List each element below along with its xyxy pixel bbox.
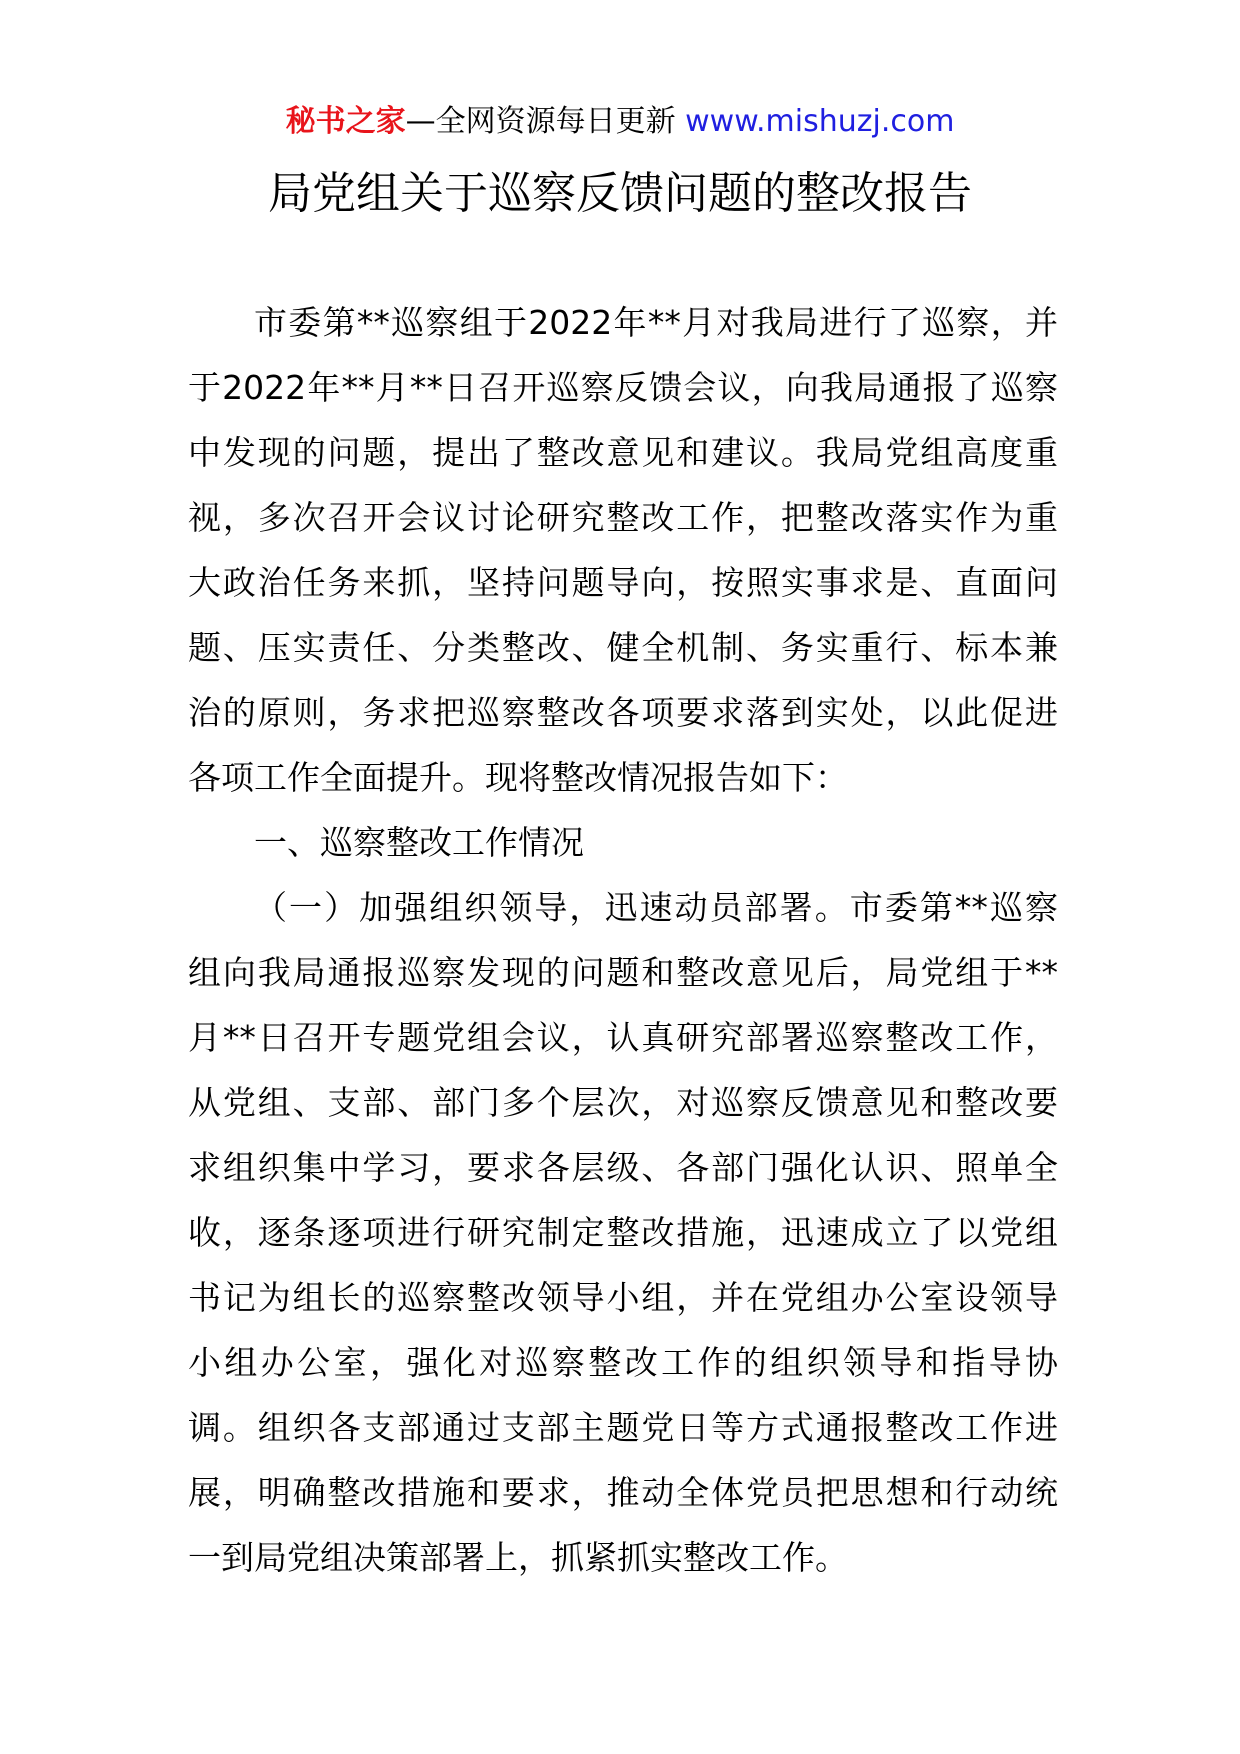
paragraph-line: 大政治任务来抓，坚持问题导向，按照实事求是、直面问 [188,563,1058,602]
paragraph-line: （一）加强组织领导，迅速动员部署。市委第**巡察 [254,888,1058,927]
paragraph-line: 组向我局通报巡察发现的问题和整改意见后，局党组于** [188,953,1058,992]
paragraph-line: 月**日召开专题党组会议，认真研究部署巡察整改工作， [188,1018,1058,1057]
paragraph-line: 收，逐条逐项进行研究制定整改措施，迅速成立了以党组 [188,1213,1058,1252]
paragraph-line: 题、压实责任、分类整改、健全机制、务实重行、标本兼 [188,628,1058,667]
paragraph-line: 书记为组长的巡察整改领导小组，并在党组办公室设领导 [188,1278,1058,1317]
site-url-link[interactable]: www.mishuzj.com [685,104,955,139]
brand-name: 秘书之家 [285,104,406,139]
paragraph-line: 市委第**巡察组于2022年**月对我局进行了巡察，并 [254,303,1058,342]
paragraph-line: 治的原则，务求把巡察整改各项要求落到实处，以此促进 [188,693,1058,732]
paragraph-line: 展，明确整改措施和要求，推动全体党员把思想和行动统 [188,1473,1058,1512]
paragraph-line: 一到局党组决策部署上，抓紧抓实整改工作。 [188,1538,848,1577]
site-banner [0,100,1240,144]
paragraph-line: 求组织集中学习，要求各层级、各部门强化认识、照单全 [188,1148,1058,1187]
document-title: 局党组关于巡察反馈问题的整改报告 [268,168,972,219]
section-heading: 一、巡察整改工作情况 [254,823,584,862]
paragraph-line: 各项工作全面提升。现将整改情况报告如下： [188,758,848,797]
paragraph-line: 小组办公室，强化对巡察整改工作的组织领导和指导协 [188,1343,1058,1382]
paragraph-line: 于2022年**月**日召开巡察反馈会议，向我局通报了巡察 [188,368,1058,407]
paragraph-line: 视，多次召开会议讨论研究整改工作，把整改落实作为重 [188,498,1058,537]
banner-tagline: —全网资源每日更新 [405,104,686,139]
paragraph-line: 从党组、支部、部门多个层次，对巡察反馈意见和整改要 [188,1083,1058,1122]
document-body [188,290,1058,1590]
paragraph-line: 调。组织各支部通过支部主题党日等方式通报整改工作进 [188,1408,1058,1447]
paragraph-line: 中发现的问题，提出了整改意见和建议。我局党组高度重 [188,433,1058,472]
